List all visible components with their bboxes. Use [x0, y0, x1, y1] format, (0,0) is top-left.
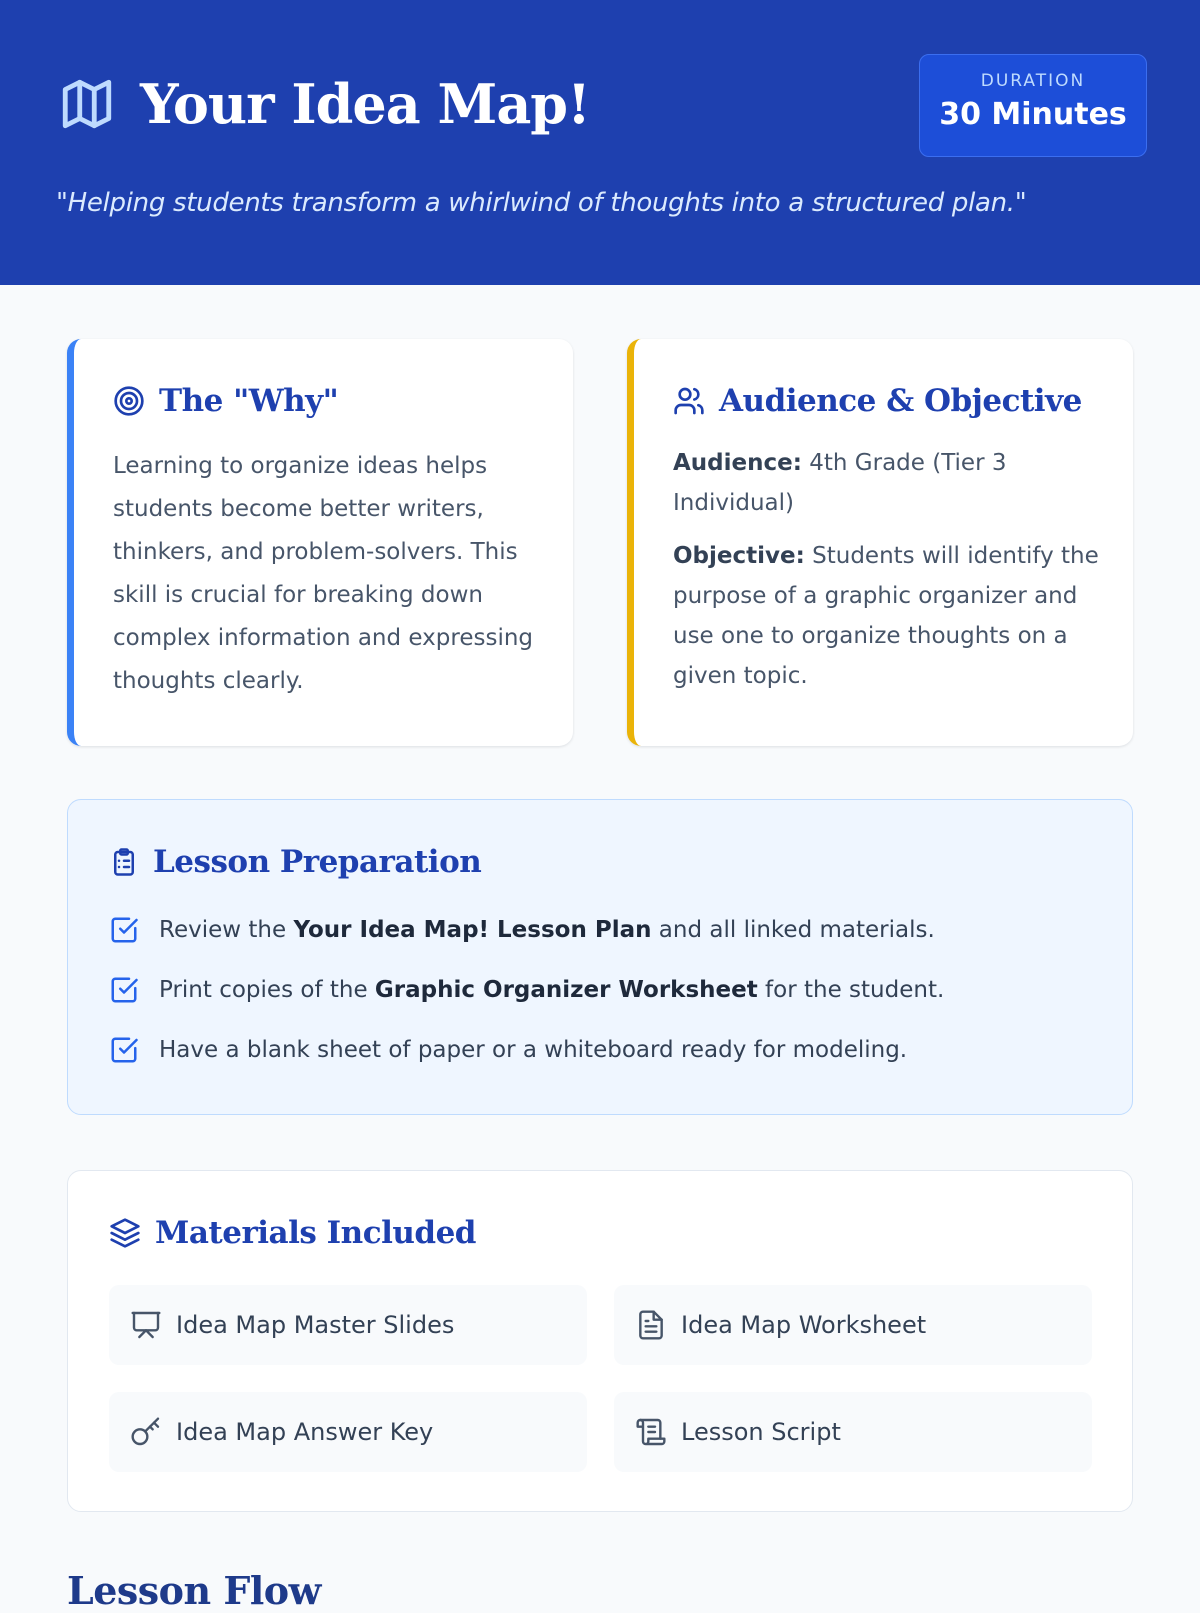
objective-value: Students will identify the purpose of a graphic organizer and use one to organize thoughts on a given topic. [673, 543, 1099, 689]
lesson-flow-heading: Lesson Flow [67, 1568, 321, 1613]
clipboard-list-icon [109, 847, 139, 877]
scroll-icon [635, 1416, 667, 1448]
material-label: Idea Map Answer Key [176, 1418, 434, 1446]
checkbox-checked-icon [109, 975, 139, 1005]
material-label: Lesson Script [681, 1418, 841, 1446]
duration-label: DURATION [980, 71, 1086, 91]
map-icon [58, 75, 116, 133]
target-icon [113, 385, 145, 417]
list-item [109, 900, 1132, 960]
list-item-text: Have a blank sheet of paper or a whiteboard ready for modeling. [159, 1037, 908, 1063]
list-item-text: Print copies of the Graphic Organizer Worksheet for the student. [159, 977, 945, 1003]
objective-line [673, 536, 1103, 696]
materials-grid [109, 1285, 1132, 1472]
materials-card [67, 1170, 1133, 1512]
material-label: Idea Map Worksheet [681, 1311, 927, 1339]
list-item [109, 960, 1132, 1020]
duration-badge [919, 54, 1147, 157]
audience-line [673, 443, 1103, 523]
material-label: Idea Map Master Slides [176, 1311, 455, 1339]
checkbox-checked-icon [109, 915, 139, 945]
materials-title: Materials Included [155, 1215, 476, 1251]
preparation-list [109, 900, 1132, 1080]
audience-title: Audience & Objective [719, 383, 1082, 419]
why-card [67, 339, 573, 746]
layers-icon [109, 1217, 141, 1249]
duration-value: 30 Minutes [939, 97, 1127, 132]
key-icon [130, 1416, 162, 1448]
lesson-preparation-card [67, 799, 1133, 1115]
checkbox-checked-icon [109, 1035, 139, 1065]
preparation-heading [109, 844, 1132, 880]
material-worksheet[interactable] [614, 1285, 1092, 1365]
preparation-title: Lesson Preparation [153, 844, 482, 880]
list-item-text: Review the Your Idea Map! Lesson Plan and all linked materials. [159, 917, 935, 943]
title-row [58, 72, 590, 136]
audience-card [627, 339, 1133, 746]
page-title: Your Idea Map! [140, 72, 590, 136]
list-item [109, 1020, 1132, 1080]
why-title: The "Why" [159, 383, 339, 419]
materials-heading [109, 1215, 1132, 1251]
audience-label: Audience: [673, 450, 802, 476]
page-header [0, 0, 1200, 285]
presentation-icon [130, 1309, 162, 1341]
users-icon [673, 385, 705, 417]
material-lesson-script[interactable] [614, 1392, 1092, 1472]
why-body: Learning to organize ideas helps students become better writers, thinkers, and problem-solvers. This skill is crucial for breaking down complex information and expressing thoughts clearly. [113, 453, 534, 694]
audience-heading [673, 383, 1103, 419]
material-answer-key[interactable] [109, 1392, 587, 1472]
why-heading [113, 383, 543, 419]
objective-label: Objective: [673, 543, 805, 569]
tagline: "Helping students transform a whirlwind of thoughts into a structured plan." [56, 188, 1027, 218]
audience-value: 4th Grade (Tier 3 Individual) [673, 450, 1007, 516]
material-master-slides[interactable] [109, 1285, 587, 1365]
document-icon [635, 1309, 667, 1341]
